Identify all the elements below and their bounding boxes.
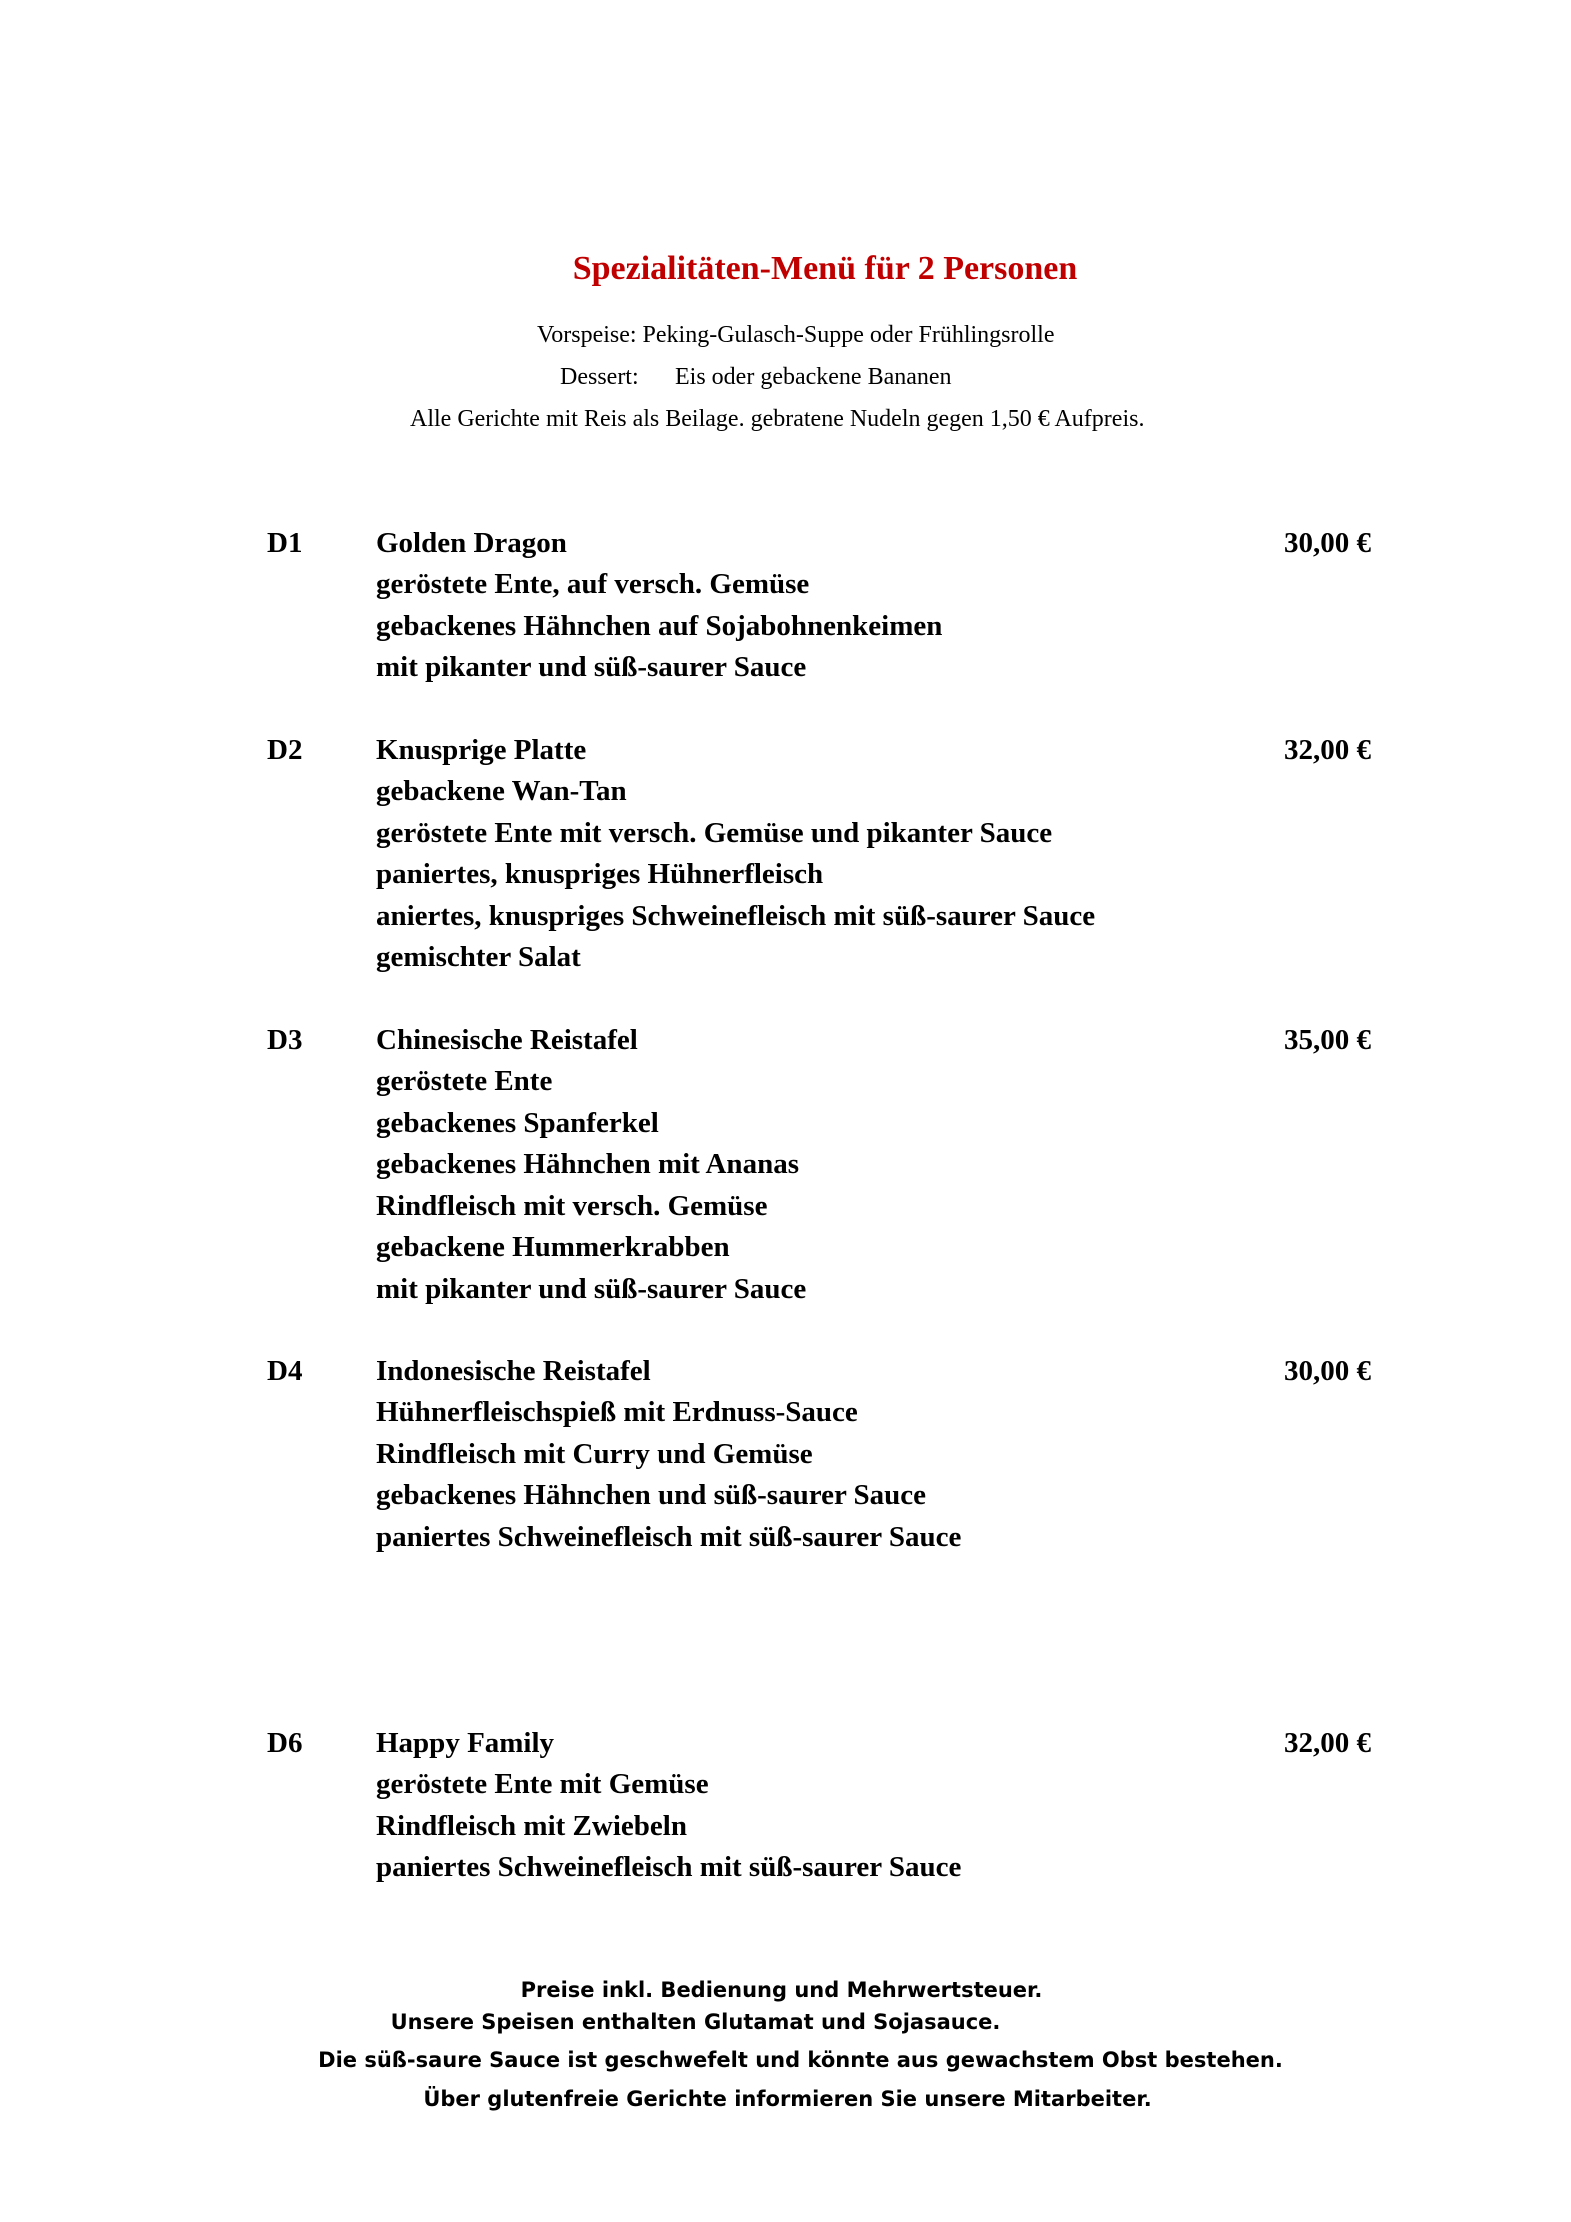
- dish-item: geröstete Ente, auf versch. Gemüse: [376, 568, 810, 600]
- dish-code: D6: [267, 1727, 303, 1759]
- dish-item: gebackenes Hähnchen mit Ananas: [376, 1148, 799, 1180]
- starter-line: Vorspeise: Peking-Gulasch-Suppe oder Frühlingsrolle: [537, 322, 1055, 348]
- dish-item: geröstete Ente mit Gemüse: [376, 1768, 709, 1800]
- dish-code: D2: [267, 734, 303, 766]
- dish-name: Happy Family: [376, 1727, 555, 1759]
- dish-price: 32,00 €: [1284, 1727, 1371, 1759]
- dessert-value: Eis oder gebackene Bananen: [675, 364, 952, 390]
- footer-gluten-note: Über glutenfreie Gerichte informieren Sie unsere Mitarbeiter.: [423, 2087, 1152, 2111]
- dish-item: paniertes Schweinefleisch mit süß-saurer Sauce: [376, 1851, 962, 1883]
- dish-item: Rindfleisch mit versch. Gemüse: [376, 1190, 768, 1222]
- dish-name: Knusprige Platte: [376, 734, 587, 766]
- dish-item: Rindfleisch mit Curry und Gemüse: [376, 1438, 813, 1470]
- dish-item: geröstete Ente mit versch. Gemüse und pikanter Sauce: [376, 817, 1053, 849]
- dish-price: 30,00 €: [1284, 527, 1371, 559]
- dish-name: Indonesische Reistafel: [376, 1355, 651, 1387]
- dish-item: mit pikanter und süß-saurer Sauce: [376, 1273, 807, 1305]
- dish-item: gebackene Hummerkrabben: [376, 1231, 730, 1263]
- dish-code: D4: [267, 1355, 303, 1387]
- dish-item: gebackenes Hähnchen und süß-saurer Sauce: [376, 1479, 927, 1511]
- dish-item: gebackenes Spanferkel: [376, 1107, 659, 1139]
- dish-item: gebackenes Hähnchen auf Sojabohnenkeimen: [376, 610, 943, 642]
- dish-item: aniertes, knuspriges Schweinefleisch mit süß-saurer Sauce: [376, 900, 1096, 932]
- dish-item: paniertes Schweinefleisch mit süß-saurer Sauce: [376, 1521, 962, 1553]
- footer-sulphite-note: Die süß-saure Sauce ist geschwefelt und könnte aus gewachstem Obst bestehen.: [318, 2048, 1283, 2072]
- dish-item: gebackene Wan-Tan: [376, 775, 627, 807]
- dish-item: geröstete Ente: [376, 1065, 553, 1097]
- page-title: Spezialitäten-Menü für 2 Personen: [572, 250, 1078, 287]
- dish-code: D1: [267, 527, 303, 559]
- dish-name: Golden Dragon: [376, 527, 567, 559]
- dish-price: 30,00 €: [1284, 1355, 1371, 1387]
- dish-item: paniertes, knuspriges Hühnerfleisch: [376, 858, 824, 890]
- footer-prices-note: Preise inkl. Bedienung und Mehrwertsteuer.: [520, 1978, 1043, 2002]
- dish-item: gemischter Salat: [376, 941, 581, 973]
- dish-item: Rindfleisch mit Zwiebeln: [376, 1810, 687, 1842]
- footer-glutamate-note: Unsere Speisen enthalten Glutamat und Sojasauce.: [390, 2010, 1001, 2034]
- side-dish-note: Alle Gerichte mit Reis als Beilage. gebratene Nudeln gegen 1,50 € Aufpreis.: [410, 406, 1145, 432]
- dish-price: 35,00 €: [1284, 1024, 1371, 1056]
- dessert-label: Dessert:: [560, 364, 639, 390]
- dish-item: mit pikanter und süß-saurer Sauce: [376, 651, 807, 683]
- dish-item: Hühnerfleischspieß mit Erdnuss-Sauce: [376, 1396, 858, 1428]
- dish-code: D3: [267, 1024, 303, 1056]
- dish-name: Chinesische Reistafel: [376, 1024, 638, 1056]
- dish-price: 32,00 €: [1284, 734, 1371, 766]
